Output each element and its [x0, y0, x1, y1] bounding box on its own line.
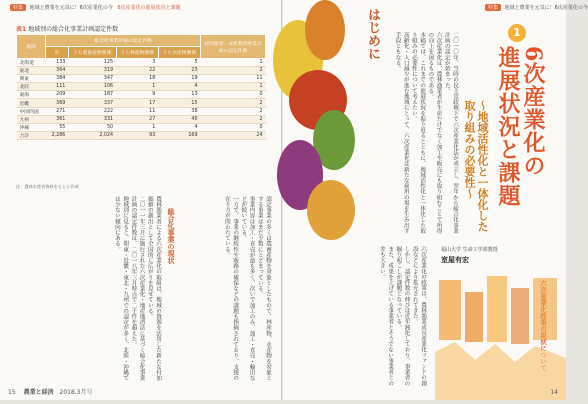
- paragraph: 二〇一一年三月に施行された六次産業化・地産地消法に基づく総合化事業計画の認定件数は、二〇一八年三月時点で二千件を超えた。: [130, 196, 145, 381]
- value-cell: 369: [46, 99, 69, 107]
- subtitle-line: 〜地域活性化と一体化した: [476, 100, 489, 232]
- header-title: 地域と農業を元気に！6次産業化の今: [504, 5, 588, 11]
- value-cell: 1: [116, 83, 158, 91]
- value-cell: 13: [158, 91, 200, 99]
- value-cell: 361: [46, 115, 69, 123]
- table-body: [17, 59, 266, 140]
- region-cell: 関東: [17, 75, 46, 83]
- article-number-badge: 1: [508, 24, 526, 42]
- value-cell: 4: [158, 83, 200, 91]
- value-cell: 1: [116, 123, 158, 131]
- table-row: [17, 99, 266, 107]
- col-header-forest: うち林産物関係: [116, 47, 158, 59]
- value-cell: 331: [68, 115, 116, 123]
- left-body-text-a: [12, 196, 162, 382]
- value-cell: 17: [116, 99, 158, 107]
- region-cell: 東北: [17, 67, 46, 75]
- col-header-agri: うち農畜産物関係: [68, 47, 116, 59]
- value-cell: 222: [68, 107, 116, 115]
- value-cell: 1: [201, 59, 266, 67]
- value-cell: 111: [46, 83, 69, 91]
- value-cell: 2: [201, 107, 266, 115]
- paragraph: 高齢化・人口減少が進む地域にとって、六次産業化は新たな雇用の場を生み出す手段ともなる。: [394, 32, 409, 234]
- value-cell: 384: [46, 75, 69, 83]
- region-cell: 中国四国: [17, 107, 46, 115]
- right-running-header: [483, 4, 588, 11]
- subtitle-line: 取り組みの必要性〜: [463, 100, 476, 199]
- value-cell: 319: [68, 67, 116, 75]
- table-row: [17, 131, 266, 139]
- value-cell: 5: [158, 59, 200, 67]
- paragraph: 六次産業化は、農林漁業者が生産だけでなく加工や販売にも取り組むことで所得の向上を図るものである。: [427, 32, 442, 234]
- header-section: 6次産業化の進展状況と課題: [117, 5, 181, 11]
- value-cell: 24: [201, 131, 266, 139]
- paragraph: 本稿では、これまでの進展状況を振り返るとともに、地域活性化と一体化した取り組みの必要性について考えたい。: [410, 32, 426, 234]
- value-cell: 169: [158, 131, 200, 139]
- paragraph: 事業内容は加工・直売が最も多く、次いで加工のみ、加工・直売・輸出などが続いている。: [240, 196, 255, 381]
- region-cell: 北海道: [17, 59, 46, 67]
- running-header: [8, 4, 181, 11]
- value-cell: 2: [201, 99, 266, 107]
- value-cell: 9: [116, 91, 158, 99]
- value-cell: 2: [201, 115, 266, 123]
- value-cell: 187: [68, 91, 116, 99]
- article-title: [495, 46, 545, 207]
- paragraph: しかし、認定件数の伸びは近年鈍化しており、事業者の掘り起こしが課題となっている。: [395, 246, 410, 386]
- col-header-total: 計: [46, 47, 69, 59]
- value-cell: 2,024: [68, 131, 116, 139]
- feature-pill: 特集: [10, 4, 26, 11]
- value-cell: 27: [116, 115, 158, 123]
- right-body-text-a: [359, 32, 459, 238]
- table-row: [17, 75, 266, 83]
- title-line: 6次産業化の: [520, 46, 546, 178]
- value-cell: 3: [116, 59, 158, 67]
- value-cell: 11: [201, 75, 266, 83]
- value-cell: 337: [68, 99, 116, 107]
- paragraph: 一方で、事業の継続性や販路の確保などの課題も指摘されており、支援の在り方が問われている。: [223, 196, 239, 381]
- left-body-text-b: [180, 196, 272, 382]
- right-body-text-b: [289, 246, 427, 386]
- intro-heading: はじめに: [365, 8, 380, 60]
- value-cell: 38: [158, 107, 200, 115]
- value-cell: 2,286: [46, 131, 69, 139]
- header-title: 地域と農業を元気に！6次産業化の今: [29, 5, 113, 11]
- feature-pill: 特集: [485, 4, 501, 11]
- title-line: 進展状況と課題: [495, 46, 521, 207]
- table-title: [16, 24, 118, 33]
- left-page: [0, 0, 282, 400]
- table-row: [17, 107, 266, 115]
- certification-table: [16, 34, 266, 140]
- col-region-header: 地域: [17, 35, 46, 59]
- region-cell: 北陸: [17, 83, 46, 91]
- table-row: [17, 115, 266, 123]
- value-cell: 125: [68, 59, 116, 67]
- paragraph: 認定事業の多くは農畜産物を対象としたもので、林産物、水産物を対象とする事業はまだ少数にとどまっている。: [256, 196, 271, 381]
- page-number: 15: [8, 389, 16, 396]
- orange-watercolor-decoration: [435, 272, 566, 400]
- page-number: 14: [550, 389, 558, 396]
- region-cell: 合計: [17, 131, 46, 139]
- value-cell: 15: [158, 99, 200, 107]
- left-footer: [8, 387, 93, 396]
- col-header-fish: うち水産物関係: [158, 47, 200, 59]
- table-row: [17, 123, 266, 131]
- group-header: 総合化事業計画の認定件数: [46, 35, 201, 47]
- research-group-header: 研究開発・成果利用事業計画の認定件数: [201, 35, 266, 59]
- author-name: 室屋有宏: [441, 256, 469, 264]
- value-cell: 106: [68, 83, 116, 91]
- value-cell: 40: [158, 115, 200, 123]
- region-cell: 東海: [17, 91, 46, 99]
- value-cell: 0: [201, 91, 266, 99]
- value-cell: 2: [201, 67, 266, 75]
- table-title-text: 地域別の総合化事業計画認定件数: [28, 26, 119, 33]
- value-cell: 4: [158, 123, 200, 131]
- region-cell: 九州: [17, 115, 46, 123]
- value-cell: 19: [158, 75, 200, 83]
- magazine-name: 農業と経済: [23, 389, 54, 396]
- section-heading: 総合化事業の現状: [167, 208, 176, 264]
- value-cell: 93: [116, 131, 158, 139]
- value-cell: 23: [158, 67, 200, 75]
- table-row: [17, 91, 266, 99]
- value-cell: 18: [116, 75, 158, 83]
- value-cell: 50: [68, 123, 116, 131]
- paragraph: また、成果を上げている事業者とそうでない事業者との差も大きい。: [378, 246, 394, 386]
- value-cell: 271: [46, 107, 69, 115]
- value-cell: 11: [116, 107, 158, 115]
- right-footer: [550, 389, 558, 396]
- value-cell: 347: [68, 75, 116, 83]
- table-row: [17, 83, 266, 91]
- region-cell: 沖縄: [17, 123, 46, 131]
- paragraph: 地域別に見ると、関東・近畿・東北・九州での認定が多く、北陸・沖縄では少ない傾向にある。: [113, 196, 129, 381]
- issue-date: 2018.3月号: [59, 389, 93, 396]
- value-cell: 133: [46, 59, 69, 67]
- table-row: [17, 59, 266, 67]
- value-cell: 55: [46, 123, 69, 131]
- table-number: 表1: [16, 26, 27, 33]
- paragraph: 二〇一〇年、当時の民主党政権下で六次産業化法が成立し、翌年から総合化事業計画の認定が始まった。: [443, 32, 458, 234]
- value-cell: 22: [116, 67, 158, 75]
- article-subtitle: [463, 100, 489, 232]
- value-cell: 0: [201, 123, 266, 131]
- value-cell: 364: [46, 67, 69, 75]
- table-source-note: 注：農林水産省資料をもとに作成: [16, 184, 79, 189]
- author-affiliation: 福山大学 生命工学部教授: [441, 247, 498, 253]
- value-cell: 1: [201, 83, 266, 91]
- value-cell: 209: [46, 91, 69, 99]
- right-page: [283, 0, 588, 400]
- vegetable-photo: [283, 0, 355, 240]
- paragraph: 六次産業化の政策は、農林漁業成長産業化ファンドの創設などにより拡充されてきた。: [411, 246, 426, 386]
- region-cell: 近畿: [17, 99, 46, 107]
- table-row: [17, 67, 266, 75]
- paragraph: 農林漁業者による六次産業化の取組は、地域の資源を活用した新たな付加価値の創出として全国的に広がりを見せている。: [146, 196, 161, 381]
